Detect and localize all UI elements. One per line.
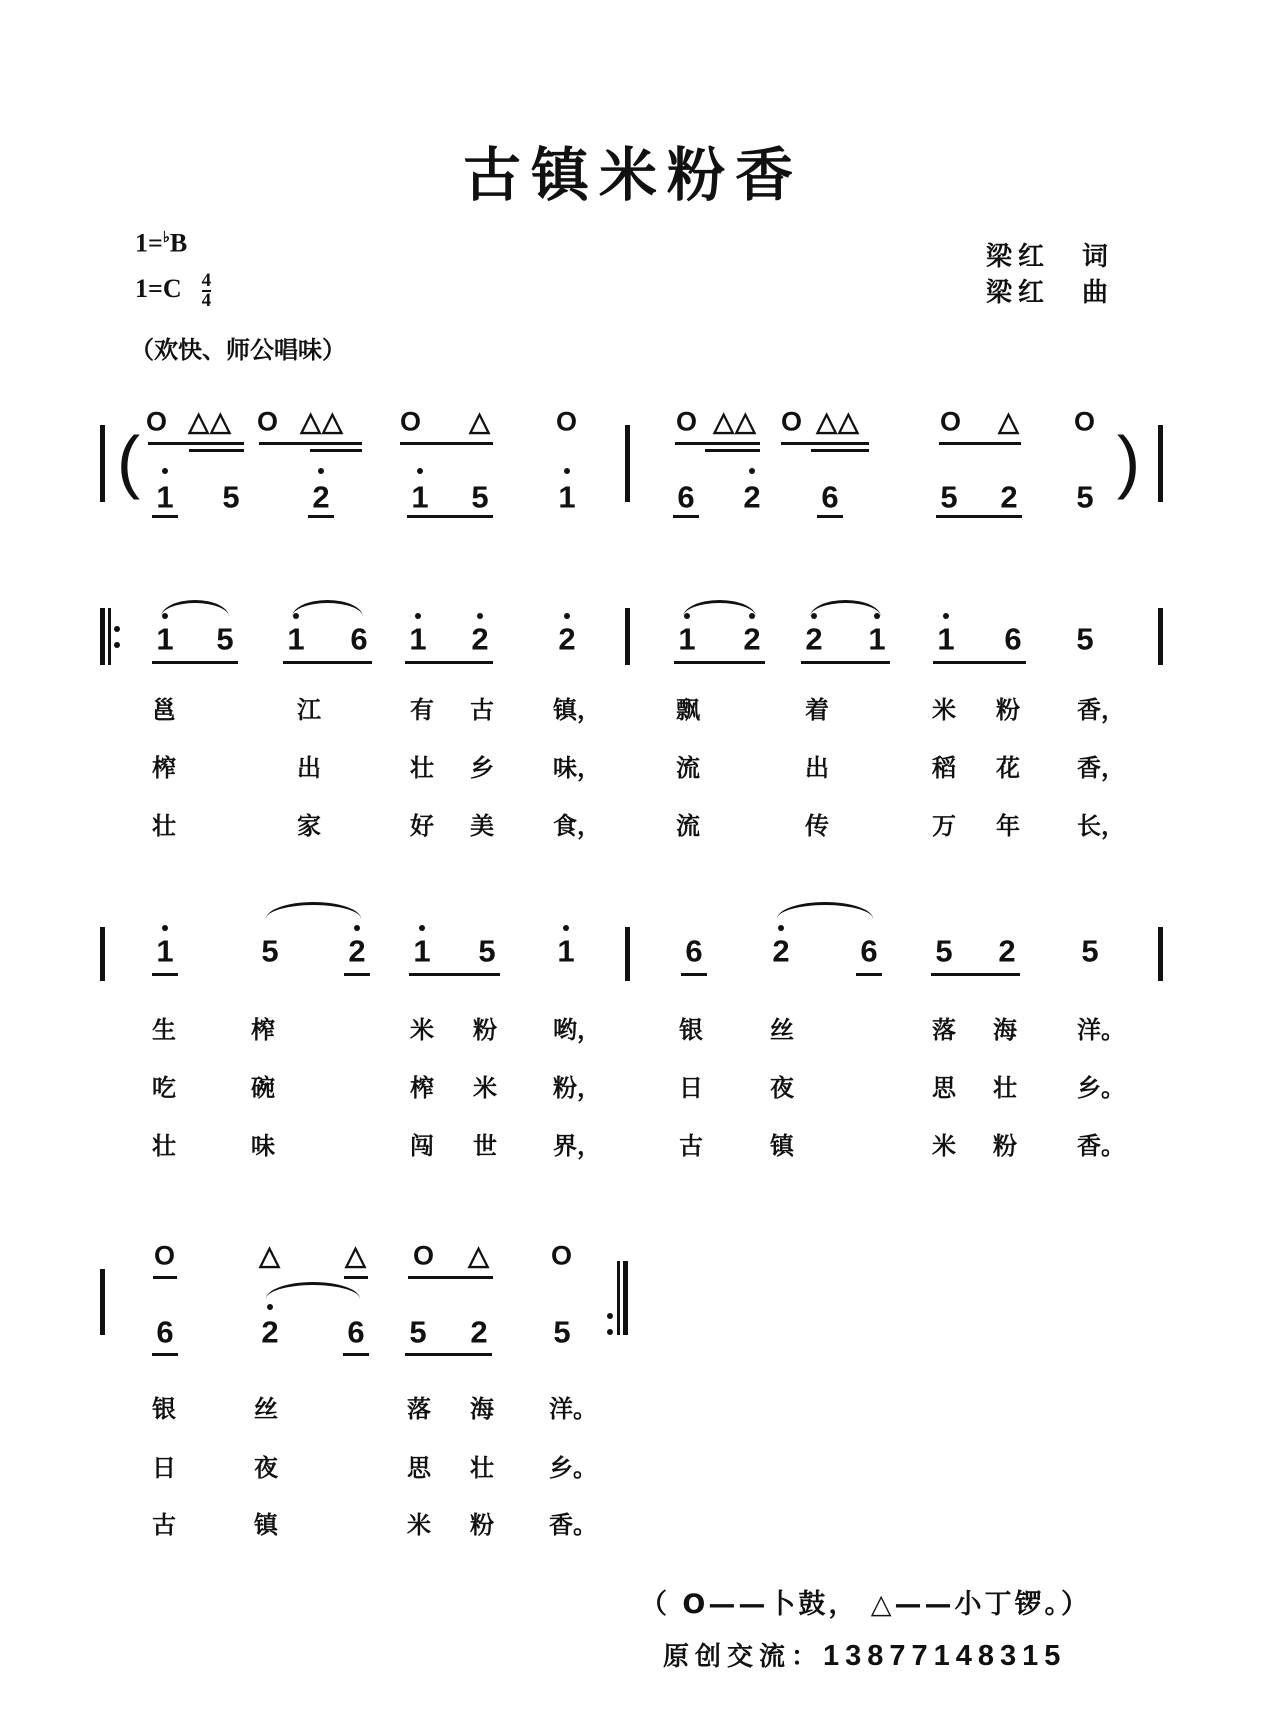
lyric-verse-2: 流: [676, 754, 700, 782]
lyric-verse-2: 夜: [254, 1454, 278, 1482]
note: 5: [1076, 479, 1094, 515]
lyric-verse-2: 花: [996, 754, 1020, 782]
note: 1: [413, 933, 431, 969]
high-octave-dot: [162, 925, 168, 931]
note-underline: [681, 973, 707, 976]
barline: [625, 927, 630, 981]
lyric-verse-1: 银: [679, 1016, 703, 1044]
lyric-verse-1: 香，: [1077, 696, 1125, 724]
bu-drum-symbol: O: [399, 406, 423, 437]
note: 2: [805, 621, 823, 657]
lyric-verse-1: 镇，: [553, 696, 601, 724]
barline: [625, 425, 630, 502]
lyric-verse-1: 生: [152, 1016, 176, 1044]
lyric-verse-3: 闯: [410, 1132, 434, 1160]
note-underline: [308, 515, 334, 518]
note: 2: [743, 479, 761, 515]
lyric-verse-1: 米: [932, 696, 956, 724]
bu-drum-symbol: O: [1073, 406, 1097, 437]
bu-drum-symbol: O: [780, 406, 804, 437]
percussion-beam: [408, 1276, 493, 1279]
note: 2: [772, 933, 790, 969]
note-underline: [152, 515, 178, 518]
lyric-verse-3: 镇: [254, 1511, 278, 1539]
slur: [683, 600, 756, 617]
lyric-verse-1: 丝: [770, 1016, 794, 1044]
lyric-verse-3: 界，: [553, 1132, 601, 1160]
note-underline: [405, 1353, 492, 1356]
slur: [266, 1282, 360, 1299]
percussion-beam: [259, 442, 362, 445]
lyric-verse-2: 出: [805, 754, 829, 782]
ding-gong-symbol: △: [259, 1240, 281, 1271]
note-underline: [817, 515, 843, 518]
note: 5: [471, 479, 489, 515]
note-underline: [856, 973, 882, 976]
note: 5: [935, 933, 953, 969]
lyric-verse-2: 乡。: [549, 1454, 597, 1482]
note: 6: [677, 479, 695, 515]
high-octave-dot: [564, 468, 570, 474]
open-parenthesis: (: [116, 422, 142, 500]
lyric-verse-3: 传: [805, 812, 829, 840]
note-underline: [409, 973, 500, 976]
key-signature-flat-b: [135, 228, 187, 259]
barline: [100, 927, 105, 981]
percussion-double-beam: [189, 449, 244, 452]
ding-gong-symbol: △△: [300, 406, 344, 437]
note: 1: [409, 621, 427, 657]
lyric-verse-1: 榨: [251, 1016, 275, 1044]
note: 6: [156, 1314, 174, 1350]
high-octave-dot: [354, 925, 360, 931]
note: 1: [937, 621, 955, 657]
percussion-beam: [781, 442, 869, 445]
ding-gong-symbol: △: [469, 406, 491, 437]
high-octave-dot: [318, 468, 324, 474]
note: 2: [261, 1314, 279, 1350]
lyricist-credit: 梁红 词: [986, 242, 1115, 272]
lyric-verse-1: 米: [410, 1016, 434, 1044]
repeat-dot: [114, 642, 120, 648]
key-name: B: [169, 228, 188, 258]
time-signature: [202, 272, 212, 310]
note-underline: [283, 661, 372, 664]
note: 2: [348, 933, 366, 969]
note-underline: [801, 661, 890, 664]
lyric-verse-2: 壮: [410, 754, 434, 782]
note-underline: [343, 1353, 369, 1356]
lyric-verse-3: 壮: [152, 1132, 176, 1160]
barline: [1158, 927, 1163, 981]
ding-gong-symbol: △: [998, 406, 1020, 437]
lyric-verse-3: 万: [932, 812, 956, 840]
lyric-verse-1: 丝: [254, 1395, 278, 1423]
close-parenthesis: ): [1116, 422, 1142, 500]
bu-drum-symbol: O: [939, 406, 963, 437]
percussion-beam: [400, 442, 493, 445]
lyric-verse-1: 粉: [996, 696, 1020, 724]
lyric-verse-2: 出: [297, 754, 321, 782]
note: 6: [347, 1314, 365, 1350]
song-title: 古镇米粉香: [462, 141, 803, 209]
lyric-verse-2: 味，: [553, 754, 601, 782]
note: 2: [998, 933, 1016, 969]
repeat-dot: [607, 1313, 613, 1319]
lyric-verse-3: 食，: [553, 812, 601, 840]
note: 1: [558, 479, 576, 515]
high-octave-dot: [564, 613, 570, 619]
lyric-verse-3: 香。: [549, 1511, 597, 1539]
lyric-verse-3: 味: [251, 1132, 275, 1160]
high-octave-dot: [477, 613, 483, 619]
percussion-beam: [344, 1276, 368, 1279]
percussion-beam: [148, 442, 244, 445]
lyric-verse-1: 银: [152, 1395, 176, 1423]
lyric-verse-1: 飘: [676, 696, 700, 724]
percussion-double-beam: [705, 449, 760, 452]
note: 1: [156, 479, 174, 515]
lyric-verse-3: 年: [996, 812, 1020, 840]
high-octave-dot: [749, 468, 755, 474]
lyric-verse-1: 洋。: [549, 1395, 597, 1423]
percussion-beam: [675, 442, 760, 445]
note: 2: [470, 1314, 488, 1350]
lyric-verse-1: 邕: [152, 696, 176, 724]
barline: [625, 608, 630, 665]
note-underline: [674, 661, 765, 664]
high-octave-dot: [778, 925, 784, 931]
note: 2: [743, 621, 761, 657]
high-octave-dot: [417, 468, 423, 474]
high-octave-dot: [563, 925, 569, 931]
note: 5: [222, 479, 240, 515]
bu-drum-symbol: O: [145, 406, 169, 437]
note: 1: [868, 621, 886, 657]
lyric-verse-3: 壮: [152, 812, 176, 840]
bu-drum-symbol: O: [412, 1240, 436, 1271]
barline: [100, 1269, 105, 1335]
repeat-dot: [114, 626, 120, 632]
note: 1: [287, 621, 305, 657]
lyric-verse-2: 香，: [1077, 754, 1125, 782]
contact-info: [663, 1636, 1066, 1673]
lyric-verse-1: 落: [407, 1395, 431, 1423]
lyric-verse-3: 镇: [770, 1132, 794, 1160]
ding-gong-symbol: △△: [188, 406, 232, 437]
note: 5: [261, 933, 279, 969]
lyric-verse-2: 思: [932, 1074, 956, 1102]
lyric-verse-3: 香。: [1077, 1132, 1125, 1160]
lyric-verse-2: 乡。: [1077, 1074, 1125, 1102]
lyric-verse-1: 海: [993, 1016, 1017, 1044]
lyric-verse-1: 古: [470, 696, 494, 724]
note: 6: [1004, 621, 1022, 657]
lyric-verse-3: 粉: [993, 1132, 1017, 1160]
percussion-beam: [939, 442, 1021, 445]
note: 1: [156, 621, 174, 657]
lyric-verse-1: 海: [470, 1395, 494, 1423]
lyric-verse-3: 古: [152, 1511, 176, 1539]
time-top: 4: [201, 270, 212, 291]
slur: [810, 600, 881, 617]
repeat-start-barline: [100, 608, 105, 665]
bu-drum-symbol: O: [153, 1240, 177, 1271]
barline: [100, 425, 105, 502]
time-bottom: 4: [201, 290, 212, 311]
barline: [1158, 425, 1163, 502]
bu-drum-symbol: O: [675, 406, 699, 437]
note: 5: [478, 933, 496, 969]
lyric-verse-1: 着: [805, 696, 829, 724]
ding-gong-symbol: △△: [713, 406, 757, 437]
tempo-marking: （欢快、师公唱味）: [130, 336, 346, 364]
barline: [1158, 608, 1163, 665]
lyric-verse-2: 日: [152, 1454, 176, 1482]
flat-sign: ♭: [162, 230, 170, 246]
note-underline: [152, 973, 178, 976]
percussion-double-beam: [310, 449, 362, 452]
ding-gong-symbol: △: [345, 1240, 367, 1271]
note: 6: [821, 479, 839, 515]
slur: [777, 902, 873, 919]
note-underline: [936, 515, 1022, 518]
high-octave-dot: [162, 468, 168, 474]
lyric-verse-2: 壮: [993, 1074, 1017, 1102]
note: 1: [411, 479, 429, 515]
lyric-verse-2: 稻: [932, 754, 956, 782]
note: 5: [409, 1314, 427, 1350]
lyric-verse-1: 哟，: [553, 1016, 601, 1044]
lyric-verse-2: 碗: [251, 1074, 275, 1102]
slur: [292, 600, 363, 617]
lyric-verse-2: 思: [407, 1454, 431, 1482]
note-underline: [933, 661, 1026, 664]
lyric-verse-1: 落: [932, 1016, 956, 1044]
lyric-verse-3: 美: [470, 812, 494, 840]
note-underline: [344, 973, 370, 976]
lyric-verse-2: 夜: [770, 1074, 794, 1102]
note-underline: [931, 973, 1020, 976]
lyric-verse-3: 流: [676, 812, 700, 840]
note: 6: [350, 621, 368, 657]
lyric-verse-2: 榨: [152, 754, 176, 782]
note: 2: [558, 621, 576, 657]
lyric-verse-2: 吃: [152, 1074, 176, 1102]
high-octave-dot: [415, 613, 421, 619]
lyric-verse-3: 好: [410, 812, 434, 840]
lyric-verse-3: 米: [407, 1511, 431, 1539]
lyric-verse-1: 洋。: [1077, 1016, 1125, 1044]
lyric-verse-3: 世: [473, 1132, 497, 1160]
lyric-verse-2: 壮: [470, 1454, 494, 1482]
composer-credit: 梁红 曲: [986, 278, 1115, 308]
lyric-verse-3: 粉: [470, 1511, 494, 1539]
lyric-verse-1: 江: [297, 696, 321, 724]
slur: [266, 902, 361, 919]
lyric-verse-3: 古: [679, 1132, 703, 1160]
note: 1: [557, 933, 575, 969]
repeat-end-barline: [623, 1261, 628, 1335]
bu-drum-symbol: O: [256, 406, 280, 437]
note: 5: [553, 1314, 571, 1350]
note-underline: [407, 515, 493, 518]
lyric-verse-3: 米: [932, 1132, 956, 1160]
note: 5: [1076, 621, 1094, 657]
repeat-dot: [607, 1329, 613, 1335]
note-underline: [405, 661, 493, 664]
lyric-verse-2: 乡: [470, 754, 494, 782]
high-octave-dot: [419, 925, 425, 931]
repeat-end-thin-barline: [617, 1261, 620, 1335]
note: 2: [1000, 479, 1018, 515]
note: 6: [685, 933, 703, 969]
high-octave-dot: [267, 1304, 273, 1310]
lyric-verse-2: 粉，: [553, 1074, 601, 1102]
lyric-verse-3: 长，: [1077, 812, 1125, 840]
lyric-verse-2: 日: [679, 1074, 703, 1102]
note: 6: [860, 933, 878, 969]
note: 2: [312, 479, 330, 515]
note: 1: [156, 933, 174, 969]
slur: [161, 600, 229, 617]
note: 5: [216, 621, 234, 657]
note: 1: [678, 621, 696, 657]
note: 5: [1081, 933, 1099, 969]
contact-label: 原创交流：: [663, 1642, 824, 1672]
note-underline: [152, 1353, 178, 1356]
key-c-label: 1=C: [135, 273, 182, 303]
lyric-verse-3: 家: [297, 812, 321, 840]
ding-gong-symbol: △△: [816, 406, 860, 437]
bu-drum-symbol: O: [555, 406, 579, 437]
contact-phone: 13877148315: [823, 1640, 1067, 1672]
bu-drum-symbol: O: [550, 1240, 574, 1271]
note: 2: [471, 621, 489, 657]
note: 5: [940, 479, 958, 515]
lyric-verse-1: 粉: [473, 1016, 497, 1044]
key-signature-c: [135, 272, 211, 310]
lyric-verse-2: 榨: [410, 1074, 434, 1102]
percussion-legend: （ O——卜鼓， △——小丁锣。）: [640, 1589, 1092, 1620]
note-underline: [152, 661, 238, 664]
ding-gong-symbol: △: [468, 1240, 490, 1271]
repeat-start-thin-barline: [108, 608, 111, 665]
key-prefix: 1=: [135, 228, 163, 258]
percussion-beam: [153, 1276, 177, 1279]
percussion-double-beam: [811, 449, 869, 452]
high-octave-dot: [943, 613, 949, 619]
lyric-verse-2: 米: [473, 1074, 497, 1102]
note-underline: [673, 515, 699, 518]
lyric-verse-1: 有: [410, 696, 434, 724]
